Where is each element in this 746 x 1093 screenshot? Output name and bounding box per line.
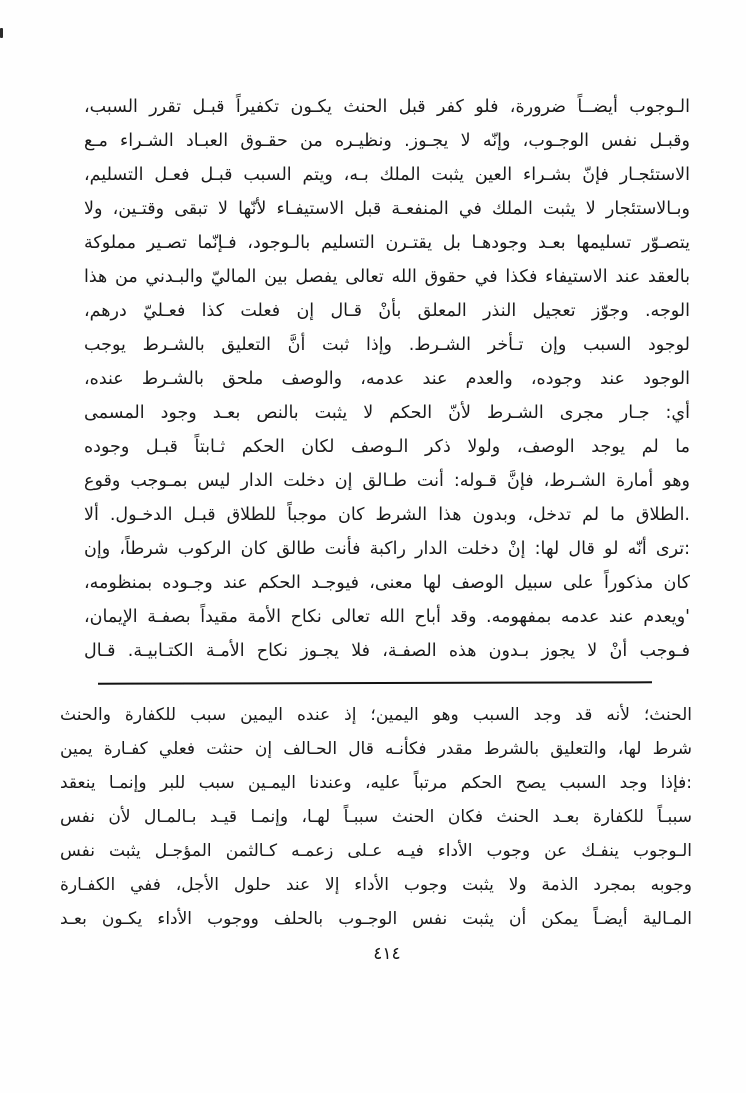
- main-text-block: [84, 90, 690, 668]
- text-line: الوجود عند وجوده، والعدم عند عدمه، والوصف ملحق بالشـرط عنده،: [84, 369, 690, 389]
- text-line: فـوجب أنْ لا يجوز بـدون هذه الصفـة، فلا يجـوز نكاح الأمـة الكتـابيـة. قـال: [84, 641, 690, 661]
- text-line: الـوجوب أيضــاً ضرورة، فلو كفر قبل الحنث يكـون تكفيراً قبـل تقرر السبب،: [84, 97, 690, 117]
- footnote-line: المـالية أيضـاً يمكن أن يثبت نفس الوجـوب بالحلف ووجوب الأداء يكـون بعـد: [60, 909, 692, 929]
- footnote-line: شرط لها، والتعليق بالشرط مقدر فكأنـه قال الحـالف إن حنثت فعلي كفـارة يمين: [60, 739, 692, 759]
- text-line: :ترى أنّه لو قال لها: إنْ دخلت الدار راكبة فأنت طالق كان الركوب شرطاً، وإن: [84, 539, 690, 559]
- text-line: الاستئجـار فإنّ بشـراء العين يثبت الملك بـه، ويتم السبب قبـل فعـل التسليم،: [84, 165, 690, 185]
- text-line: وبـالاستئجار لا يثبت الملك في المنفعـة قبل الاستيفـاء لأنّها لا تبقى وقتـين، ولا: [84, 199, 690, 219]
- text-line: وهو أمارة الشـرط، فإنَّ قـوله: أنت طـالق إن دخلت الدار ليس بمـوجب وقوع: [84, 471, 690, 491]
- page-number: ٤١٤: [373, 944, 401, 964]
- footnote-block: [60, 698, 692, 936]
- text-line: بالعقد عند الاستيفاء فكذا في حقوق الله تعالى يفصل بين الماليّ والبـدني من هذا: [84, 267, 690, 287]
- text-line: لوجود السبب وإن تـأخر الشـرط. وإذا ثبت أنَّ التعليق بالشـرط يوجب: [84, 335, 690, 355]
- text-line: ما لم يوجد الوصف، ولولا ذكر الـوصف لكان الحكم ثـابتاً قبـل وجوده: [84, 437, 690, 457]
- footnote-line: الحنث؛ لأنه قد وجد السبب وهو اليمين؛ إذ عنده اليمين سبب للكفارة والحنث: [60, 705, 692, 725]
- text-line: .الطلاق ما لم تدخل، وبدون هذا الشرط كان موجباً للطلاق قبـل الدخـول. ألا: [84, 505, 690, 525]
- text-line: 'ويعدم عند عدمه بمفهومه. وقد أباح الله تعالى نكاح الأمة مقيداً بصفـة الإيمان،: [84, 607, 690, 627]
- footnote-line: :فإذا وجد السبب يصح الحكم مرتباً عليه، وعندنا اليمـين سبب للبر وإنمـا ينعقد: [60, 773, 692, 793]
- text-line: وقبـل نفس الوجـوب، وإنّه لا يجـوز. ونظيـره من حقـوق العبـاد الشـراء مـع: [84, 131, 690, 151]
- text-line: أي: جـار مجرى الشـرط لأنّ الحكم لا يثبت بالنص بعـد وجود المسمى: [84, 403, 690, 423]
- scan-edge-speck: [0, 28, 3, 38]
- footnote-line: الـوجوب ينفـك عن وجوب الأداء فيـه عـلى زعمـه كـالثمن المؤجـل يثبت نفس: [60, 841, 692, 861]
- text-line: كان مذكوراً على سبيل الوصف لها معنى، فيوجـد الحكم عند وجـوده بمنظومه،: [84, 573, 690, 593]
- footnote-line: سببـاً للكفارة بعـد الحنث فكان الحنث سببـاً لهـا، وإنمـا قيـد بـالمـال لأن نفس: [60, 807, 692, 827]
- text-line: الوجه. وجوّز تعجيل النذر المعلق بأنْ قـال إن فعلت كذا فعـليّ درهم،: [84, 301, 690, 321]
- footnote-separator-rule: [98, 681, 652, 684]
- text-line: يتصـوّر تسليمها بعـد وجودهـا بل يقتـرن التسليم بالـوجود، فـإنّما تصـير مملوكة: [84, 233, 690, 253]
- footnote-line: وجوبه بمجرد الذمة ولا يثبت وجوب الأداء إلا عند حلول الأجل، ففي الكفـارة: [60, 875, 692, 895]
